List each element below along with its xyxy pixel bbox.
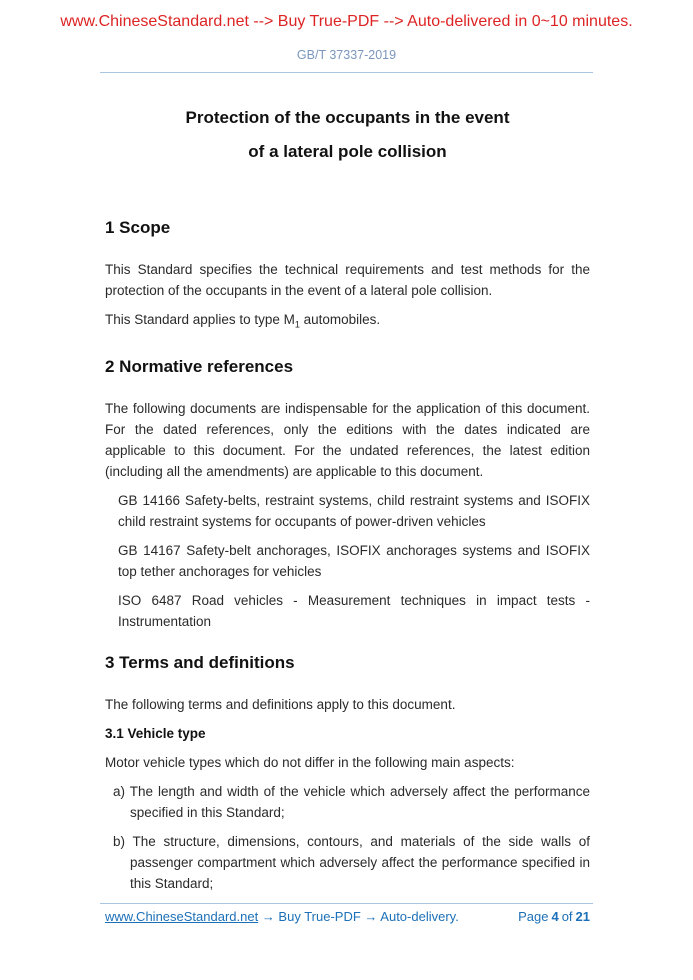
- scope-paragraph-2: [105, 309, 590, 336]
- section-heading-terms: 3 Terms and definitions: [105, 652, 295, 672]
- document-title-line1: Protection of the occupants in the event: [185, 108, 510, 127]
- page-of-label: of: [561, 909, 573, 924]
- vehicle-type-lead: Motor vehicle types which do not differ in the following main aspects:: [105, 754, 515, 770]
- page-total: 21: [575, 909, 590, 924]
- scope-paragraph-2-suffix: automobiles.: [299, 312, 381, 327]
- page-indicator: [515, 909, 590, 924]
- document-title-line2: of a lateral pole collision: [248, 142, 447, 161]
- page-label: Page: [518, 909, 549, 924]
- footer-tagline: → Buy True-PDF → Auto-delivery.: [258, 909, 459, 924]
- sub-heading-vehicle-type: 3.1 Vehicle type: [105, 725, 206, 741]
- page-number: 4: [551, 909, 559, 924]
- list-item-b: [105, 831, 590, 894]
- header-divider: [100, 72, 593, 73]
- page-footer: [100, 903, 593, 924]
- reference-iso-6487: ISO 6487 Road vehicles - Measurement techniques in impact tests - Instrumentation: [118, 592, 590, 629]
- scope-paragraph-2-prefix: This Standard applies to type M: [105, 312, 295, 327]
- section-heading-normative-references: 2 Normative references: [105, 356, 294, 376]
- list-item-a: [105, 781, 590, 823]
- reference-gb-14167: GB 14167 Safety-belt anchorages, ISOFIX anchorages systems and ISOFIX top tether anchorages for vehicles: [118, 542, 590, 579]
- list-item-a-text: The length and width of the vehicle which adversely affect the performance specified in this Standard;: [129, 783, 590, 820]
- list-item-a-label: a): [113, 783, 126, 799]
- reference-gb-14166: GB 14166 Safety-belts, restraint systems, child restraint systems and ISOFIX child restraint systems for occupants of power-driven vehicles: [118, 492, 590, 529]
- document-body: [0, 101, 693, 894]
- standard-code: GB/T 37337-2019: [296, 48, 397, 62]
- promo-banner-link[interactable]: www.ChineseStandard.net --> Buy True-PDF --> Auto-delivered in 0~10 minutes.: [60, 13, 633, 30]
- footer-site-link[interactable]: www.ChineseStandard.net: [105, 909, 259, 924]
- footer-promo: [105, 909, 459, 924]
- section-heading-scope: 1 Scope: [105, 218, 171, 237]
- scope-subscript: 1: [294, 319, 300, 330]
- terms-intro: The following terms and definitions apply to this document.: [105, 696, 456, 712]
- document-title: [105, 101, 590, 169]
- normative-intro: The following documents are indispensable for the application of this document. For the dated references, only the editions with the dates indicated are applicable to this document. For the undated references, the latest edition (including all the amendments) are applicable to this document.: [105, 400, 590, 479]
- list-item-b-text: The structure, dimensions, contours, and materials of the side walls of passenger compartment which adversely affect the performance specified in this Standard;: [130, 833, 590, 891]
- scope-paragraph-1: This Standard specifies the technical requirements and test methods for the protection of the occupants in the event of a lateral pole collision.: [105, 262, 590, 298]
- list-item-b-label: b): [113, 833, 126, 849]
